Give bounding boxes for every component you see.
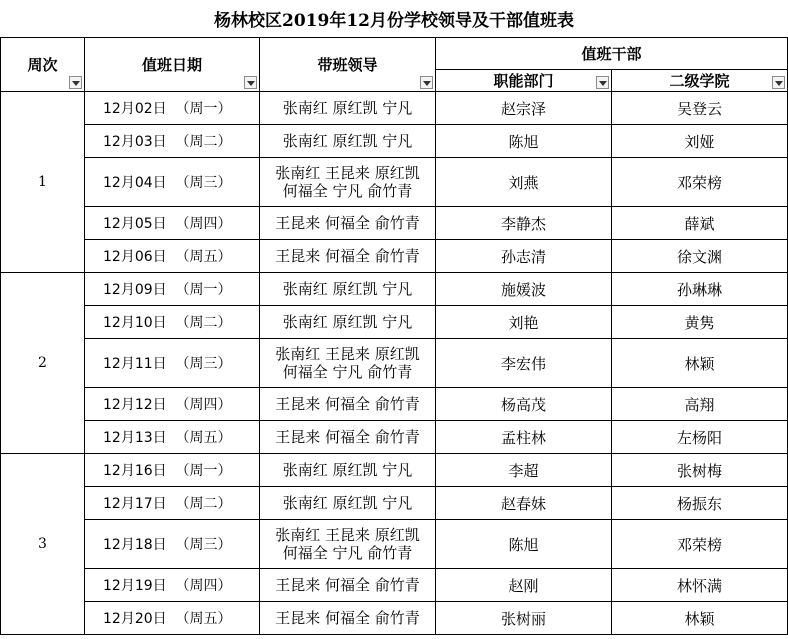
leader-cell[interactable] — [260, 207, 436, 240]
leader-cell[interactable] — [260, 454, 436, 487]
dept-cadre-cell[interactable]: 赵刚 — [436, 569, 612, 602]
leader-cell[interactable] — [260, 339, 436, 388]
college-cadre-cell[interactable]: 林颖 — [612, 602, 788, 635]
leader-names-line: 王昆来 何福全 俞竹青 — [275, 609, 420, 627]
dept-cadre-cell[interactable]: 杨高茂 — [436, 388, 612, 421]
college-cadre-cell[interactable]: 杨振东 — [612, 487, 788, 520]
table-row — [1, 487, 788, 520]
header-leader — [260, 38, 436, 92]
header-dept-label: 职能部门 — [493, 72, 554, 90]
header-cadre-label: 值班干部 — [581, 45, 642, 63]
leader-cell[interactable] — [260, 421, 436, 454]
table-row — [1, 339, 788, 388]
date-cell[interactable]: 12月10日 （周二） — [85, 306, 260, 339]
dept-cadre-cell[interactable]: 赵春妹 — [436, 487, 612, 520]
college-cadre-cell[interactable]: 高翔 — [612, 388, 788, 421]
date-cell[interactable]: 12月13日 （周五） — [85, 421, 260, 454]
leader-names-line: 张南红 原红凯 宁凡 — [282, 461, 413, 479]
dept-cadre-cell[interactable]: 孙志清 — [436, 240, 612, 273]
leader-cell[interactable] — [260, 125, 436, 158]
table-row — [1, 388, 788, 421]
leader-names-line: 何福全 宁凡 俞竹青 — [282, 182, 413, 200]
dept-cadre-cell[interactable]: 李超 — [436, 454, 612, 487]
duty-table — [0, 37, 788, 635]
date-cell[interactable]: 12月06日 （周五） — [85, 240, 260, 273]
table-row — [1, 454, 788, 487]
header-leader-label: 带班领导 — [317, 56, 378, 74]
dept-cadre-cell[interactable]: 施媛波 — [436, 273, 612, 306]
filter-dropdown-icon[interactable] — [244, 76, 257, 89]
dept-cadre-cell[interactable]: 陈旭 — [436, 520, 612, 569]
leader-cell[interactable] — [260, 158, 436, 207]
college-cadre-cell[interactable]: 邓荣榜 — [612, 158, 788, 207]
table-row — [1, 273, 788, 306]
header-date — [85, 38, 260, 92]
table-row — [1, 569, 788, 602]
leader-names-line: 王昆来 何福全 俞竹青 — [275, 576, 420, 594]
week-number-cell[interactable] — [1, 454, 85, 635]
table-header — [1, 38, 788, 92]
college-cadre-cell[interactable]: 左杨阳 — [612, 421, 788, 454]
date-cell[interactable]: 12月04日 （周三） — [85, 158, 260, 207]
leader-names-line: 王昆来 何福全 俞竹青 — [275, 247, 420, 265]
table-row — [1, 602, 788, 635]
date-cell[interactable]: 12月09日 （周一） — [85, 273, 260, 306]
leader-names-line: 张南红 原红凯 宁凡 — [282, 494, 413, 512]
date-cell[interactable]: 12月05日 （周四） — [85, 207, 260, 240]
dept-cadre-cell[interactable]: 张树丽 — [436, 602, 612, 635]
dept-cadre-cell[interactable]: 刘艳 — [436, 306, 612, 339]
week-number: 1 — [38, 174, 47, 190]
leader-names-line: 张南红 原红凯 宁凡 — [282, 280, 413, 298]
table-row — [1, 240, 788, 273]
leader-cell[interactable] — [260, 520, 436, 569]
sheet-title: 杨林校区2019年12月份学校领导及干部值班表 — [214, 11, 574, 31]
leader-names-line: 王昆来 何福全 俞竹青 — [275, 395, 420, 413]
dept-cadre-cell[interactable]: 孟柱林 — [436, 421, 612, 454]
table-body — [1, 92, 788, 635]
table-row — [1, 158, 788, 207]
table-row — [1, 421, 788, 454]
date-cell[interactable]: 12月20日 （周五） — [85, 602, 260, 635]
college-cadre-cell[interactable]: 孙琳琳 — [612, 273, 788, 306]
leader-cell[interactable] — [260, 569, 436, 602]
college-cadre-cell[interactable]: 黄隽 — [612, 306, 788, 339]
table-row — [1, 125, 788, 158]
dept-cadre-cell[interactable]: 陈旭 — [436, 125, 612, 158]
leader-names-line: 何福全 宁凡 俞竹青 — [282, 363, 413, 381]
college-cadre-cell[interactable]: 薛斌 — [612, 207, 788, 240]
leader-names-line: 张南红 原红凯 宁凡 — [282, 132, 413, 150]
college-cadre-cell[interactable]: 林颖 — [612, 339, 788, 388]
leader-cell[interactable] — [260, 273, 436, 306]
date-cell[interactable]: 12月02日 （周一） — [85, 92, 260, 125]
filter-dropdown-icon[interactable] — [772, 76, 785, 89]
leader-names-line: 张南红 王昆来 原红凯 — [275, 345, 420, 363]
week-number: 2 — [38, 355, 47, 371]
dept-cadre-cell[interactable]: 赵宗泽 — [436, 92, 612, 125]
leader-names-line: 张南红 王昆来 原红凯 — [275, 526, 420, 544]
leader-cell[interactable] — [260, 388, 436, 421]
leader-names-line: 何福全 宁凡 俞竹青 — [282, 544, 413, 562]
filter-dropdown-icon[interactable] — [69, 76, 82, 89]
date-cell[interactable]: 12月11日 （周三） — [85, 339, 260, 388]
date-cell[interactable]: 12月16日 （周一） — [85, 454, 260, 487]
leader-cell[interactable] — [260, 487, 436, 520]
table-row — [1, 207, 788, 240]
leader-cell[interactable] — [260, 240, 436, 273]
college-cadre-cell[interactable]: 林怀满 — [612, 569, 788, 602]
filter-dropdown-icon[interactable] — [596, 76, 609, 89]
header-college — [612, 70, 788, 92]
dept-cadre-cell[interactable]: 李宏伟 — [436, 339, 612, 388]
table-row — [1, 520, 788, 569]
header-date-label: 值班日期 — [141, 56, 202, 74]
college-cadre-cell[interactable]: 张树梅 — [612, 454, 788, 487]
header-week — [1, 38, 85, 92]
leader-cell[interactable] — [260, 306, 436, 339]
leader-cell[interactable] — [260, 602, 436, 635]
dept-cadre-cell[interactable]: 刘燕 — [436, 158, 612, 207]
header-cadre — [436, 38, 788, 70]
leader-names-line: 王昆来 何福全 俞竹青 — [275, 214, 420, 232]
leader-names-line: 张南红 原红凯 宁凡 — [282, 313, 413, 331]
table-row — [1, 92, 788, 125]
college-cadre-cell[interactable]: 徐文渊 — [612, 240, 788, 273]
college-cadre-cell[interactable]: 邓荣榜 — [612, 520, 788, 569]
filter-dropdown-icon[interactable] — [420, 76, 433, 89]
date-cell[interactable]: 12月17日 （周二） — [85, 487, 260, 520]
leader-names-line: 王昆来 何福全 俞竹青 — [275, 428, 420, 446]
date-cell[interactable]: 12月18日 （周三） — [85, 520, 260, 569]
dept-cadre-cell[interactable]: 李静杰 — [436, 207, 612, 240]
date-cell[interactable]: 12月19日 （周四） — [85, 569, 260, 602]
week-number: 3 — [38, 536, 47, 552]
college-cadre-cell[interactable]: 吴登云 — [612, 92, 788, 125]
table-row — [1, 306, 788, 339]
leader-names-line: 张南红 王昆来 原红凯 — [275, 164, 420, 182]
college-cadre-cell[interactable]: 刘娅 — [612, 125, 788, 158]
week-number-cell[interactable] — [1, 92, 85, 273]
leader-cell[interactable] — [260, 92, 436, 125]
date-cell[interactable]: 12月03日 （周二） — [85, 125, 260, 158]
date-cell[interactable]: 12月12日 （周四） — [85, 388, 260, 421]
header-week-label: 周次 — [27, 56, 58, 74]
header-college-label: 二级学院 — [669, 72, 730, 90]
header-dept — [436, 70, 612, 92]
week-number-cell[interactable] — [1, 273, 85, 454]
leader-names-line: 张南红 原红凯 宁凡 — [282, 99, 413, 117]
